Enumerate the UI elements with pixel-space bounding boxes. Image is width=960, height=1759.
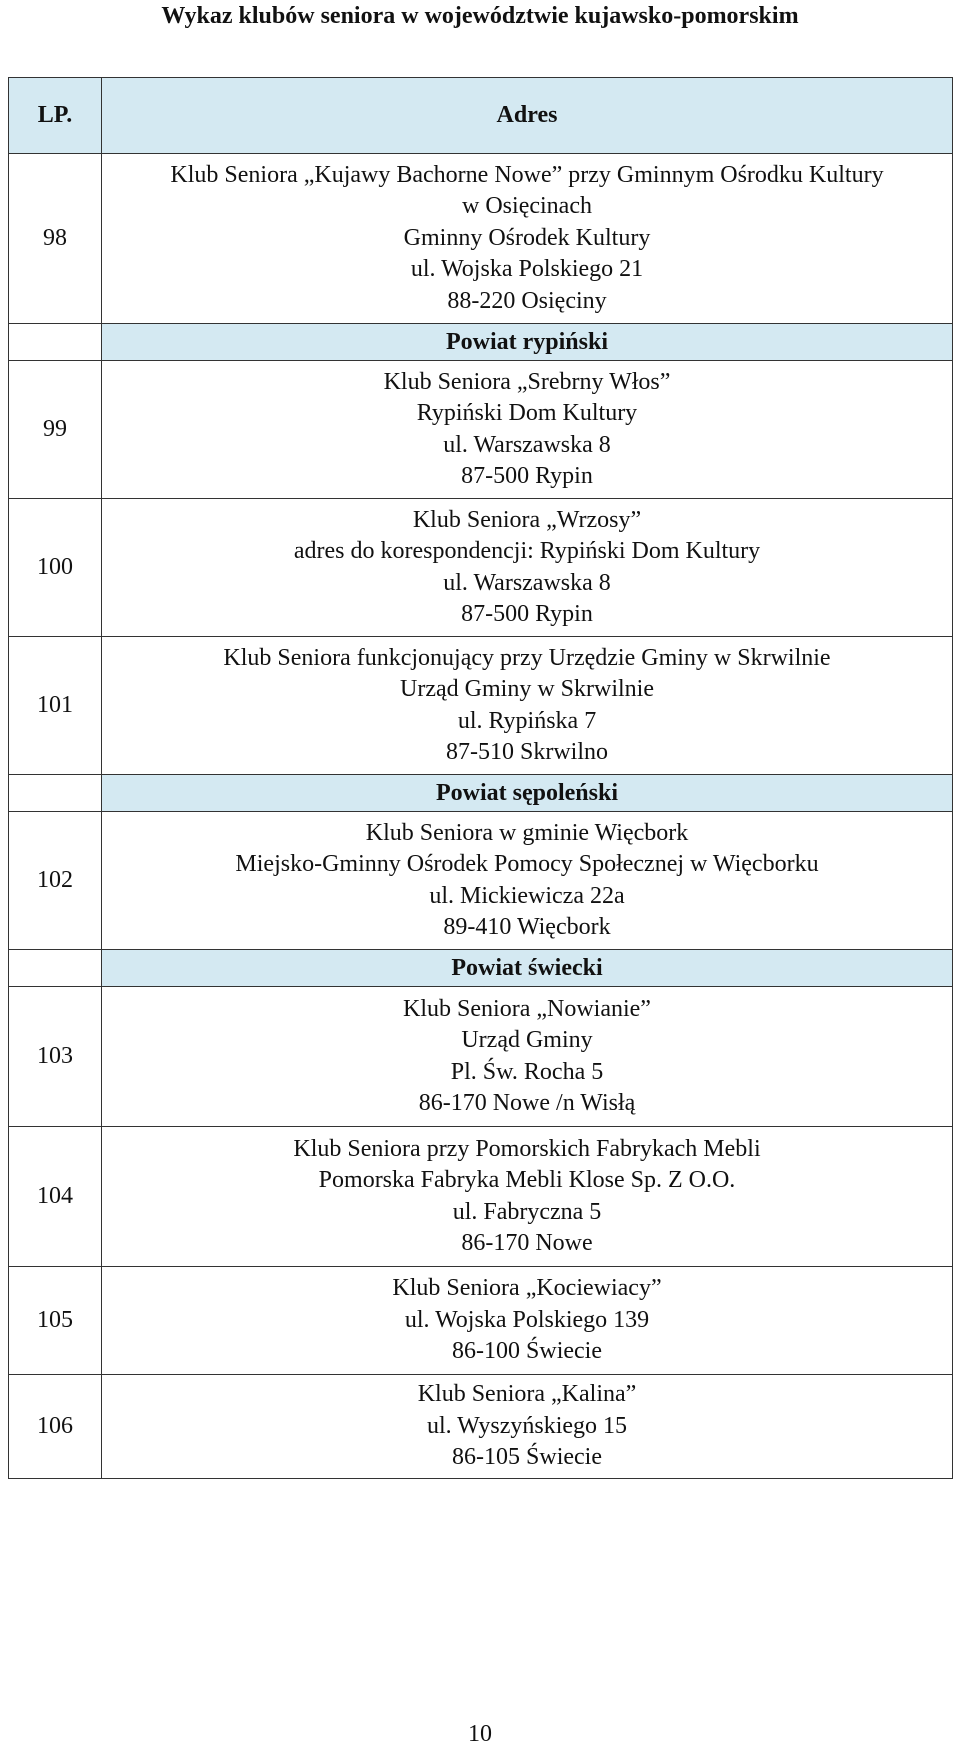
address-cell <box>102 154 953 324</box>
address-line: ul. Mickiewicza 22a <box>429 882 625 909</box>
address-line: 86-100 Świecie <box>452 1338 602 1365</box>
section-heading: Powiat rypiński <box>102 324 953 361</box>
address-line: Miejsko-Gminny Ośrodek Pomocy Społecznej w Więcborku <box>235 851 819 877</box>
address-line: 87-500 Rypin <box>461 463 593 489</box>
address-line: Urząd Gminy w Skrwilnie <box>400 676 654 702</box>
lp-cell: 98 <box>9 154 102 324</box>
address-line: 88-220 Osięciny <box>447 287 607 314</box>
table-row <box>9 1127 953 1267</box>
table-row <box>9 987 953 1127</box>
lp-cell: 105 <box>9 1267 102 1375</box>
address-line: 89-410 Więcbork <box>443 914 611 940</box>
address-line: Klub Seniora „Srebrny Włos” <box>383 368 671 395</box>
address-line: Klub Seniora „Kociewiacy” <box>392 1275 662 1302</box>
lp-cell: 102 <box>9 812 102 950</box>
section-lp-cell <box>9 324 102 361</box>
address-line: ul. Warszawska 8 <box>443 569 611 596</box>
address-cell <box>102 812 953 950</box>
address-line: Klub Seniora „Kujawy Bachorne Nowe” przy Gminnym Ośrodku Kultury <box>170 161 884 188</box>
address-line: 86-170 Nowe /n Wisłą <box>418 1090 636 1116</box>
table-row <box>9 361 953 499</box>
lp-cell: 99 <box>9 361 102 499</box>
address-cell <box>102 361 953 499</box>
lp-cell: 101 <box>9 637 102 775</box>
table-row <box>9 499 953 637</box>
address-line: 86-170 Nowe <box>461 1230 593 1256</box>
address-line: ul. Warszawska 8 <box>443 431 611 458</box>
address-line: 86-105 Świecie <box>452 1444 602 1471</box>
page-title: Wykaz klubów seniora w województwie kujawsko-pomorskim <box>161 3 799 29</box>
address-cell <box>102 1267 953 1375</box>
table-header-row <box>9 78 953 154</box>
lp-cell: 103 <box>9 987 102 1127</box>
address-line: Klub Seniora przy Pomorskich Fabrykach Mebli <box>293 1135 761 1162</box>
address-line: 87-500 Rypin <box>461 601 593 627</box>
address-cell <box>102 1375 953 1479</box>
section-row <box>9 950 953 987</box>
address-line: Urząd Gminy <box>461 1027 593 1053</box>
header-address: Adres <box>102 78 953 154</box>
section-lp-cell <box>9 775 102 812</box>
address-line: w Osięcinach <box>462 193 592 220</box>
section-row <box>9 324 953 361</box>
address-line: Klub Seniora „Nowianie” <box>403 995 651 1022</box>
page-number: 10 <box>468 1721 492 1747</box>
lp-cell: 100 <box>9 499 102 637</box>
table-row <box>9 1267 953 1375</box>
address-cell <box>102 987 953 1127</box>
clubs-table <box>8 77 953 1479</box>
address-line: Pomorska Fabryka Mebli Klose Sp. Z O.O. <box>318 1167 736 1193</box>
address-line: adres do korespondencji: Rypiński Dom Kultury <box>293 538 761 564</box>
address-cell <box>102 1127 953 1267</box>
address-line: 87-510 Skrwilno <box>446 739 608 765</box>
lp-cell: 104 <box>9 1127 102 1267</box>
address-line: Klub Seniora „Kalina” <box>417 1381 637 1408</box>
address-line: Gminny Ośrodek Kultury <box>403 224 651 251</box>
address-line: ul. Wojska Polskiego 139 <box>404 1306 650 1333</box>
address-cell <box>102 637 953 775</box>
address-line: Klub Seniora „Wrzosy” <box>412 506 642 533</box>
header-lp: LP. <box>9 78 102 154</box>
address-line: ul. Fabryczna 5 <box>452 1198 602 1225</box>
table-row <box>9 637 953 775</box>
table-row <box>9 154 953 324</box>
address-line: ul. Rypińska 7 <box>457 707 597 734</box>
table-row <box>9 1375 953 1479</box>
section-heading: Powiat sępoleński <box>102 775 953 812</box>
section-heading: Powiat świecki <box>102 950 953 987</box>
address-line: Pl. Św. Rocha 5 <box>450 1058 604 1085</box>
address-line: ul. Wojska Polskiego 21 <box>410 256 644 283</box>
address-line: ul. Wyszyńskiego 15 <box>426 1412 628 1439</box>
address-line: Klub Seniora funkcjonujący przy Urzędzie Gminy w Skrwilnie <box>223 644 831 671</box>
table-body <box>9 154 953 1479</box>
address-cell <box>102 499 953 637</box>
lp-cell: 106 <box>9 1375 102 1479</box>
address-line: Rypiński Dom Kultury <box>416 400 638 426</box>
section-row <box>9 775 953 812</box>
address-line: Klub Seniora w gminie Więcbork <box>365 819 689 846</box>
table-row <box>9 812 953 950</box>
section-lp-cell <box>9 950 102 987</box>
